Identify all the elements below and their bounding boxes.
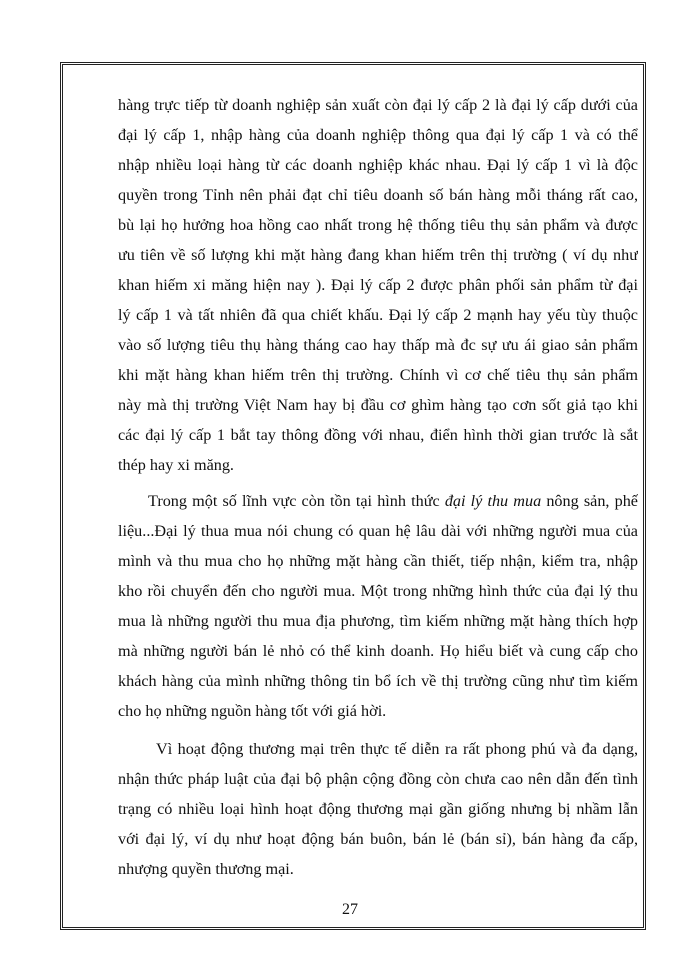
text-line: mình và thu mua cho họ những mặt hàng cần thiết, tiếp nhận, kiểm tra, nhập bbox=[118, 552, 638, 570]
text-line: nhập nhiều loại hàng từ các doanh nghiệp khác nhau. Đại lý cấp 1 vì là độc bbox=[118, 156, 638, 174]
text-line: khách hàng của mình những thông tin bổ ích về thị trường cũng như tìm kiếm bbox=[118, 672, 638, 690]
text-line: mà những người bán lẻ nhỏ có thể kinh doanh. Họ hiểu biết và cung cấp cho bbox=[118, 642, 638, 660]
text-line: khi mặt hàng khan hiếm trên thị trường. Chính vì cơ chế tiêu thụ sản phẩm bbox=[118, 366, 638, 384]
paragraph-first-line bbox=[118, 486, 638, 516]
text-line: bù lại họ hưởng hoa hồng cao nhất trong hệ thống tiêu thụ sản phẩm và được bbox=[118, 216, 638, 234]
text-line: hàng trực tiếp từ doanh nghiệp sản xuất còn đại lý cấp 2 là đại lý cấp dưới của bbox=[118, 96, 638, 114]
text-line: mua là những người thu mua địa phương, tìm kiếm những mặt hàng thích hợp bbox=[118, 612, 638, 630]
italic-term: đại lý thu mua bbox=[444, 492, 542, 510]
text-line: quyền trong Tỉnh nên phải đạt chỉ tiêu doanh số bán hàng mỗi tháng rất cao, bbox=[118, 186, 638, 204]
text-line: này mà thị trường Việt Nam hay bị đầu cơ ghìm hàng tạo cơn sốt giả tạo khi bbox=[118, 396, 638, 414]
paragraph-3 bbox=[118, 734, 638, 884]
text-line: cho họ những nguồn hàng tốt với giá hời. bbox=[118, 702, 387, 720]
text-line: thép hay xi măng. bbox=[118, 456, 234, 474]
text-line: vào số lượng tiêu thụ hàng tháng cao hay thấp mà đc sự ưu ái giao sản phẩm bbox=[118, 336, 638, 354]
page-number: 27 bbox=[342, 901, 358, 918]
text-line: nhận thức pháp luật của đại bộ phận cộng đồng còn chưa cao nên dẫn đến tình bbox=[118, 770, 638, 788]
text-line: kho rồi chuyển đến cho người mua. Một trong những hình thức của đại lý thu bbox=[118, 582, 638, 600]
text-line: liệu...Đại lý thua mua nói chung có quan hệ lâu dài với những người mua của bbox=[118, 522, 638, 540]
text-run: nông sản, phế bbox=[541, 492, 638, 510]
document-body bbox=[118, 90, 638, 884]
text-line: đại lý cấp 1, nhập hàng của doanh nghiệp thông qua đại lý cấp 1 và có thể bbox=[118, 126, 638, 144]
text-line: với đại lý, ví dụ như hoạt động bán buôn, bán lẻ (bán sỉ), bán hàng đa cấp, bbox=[118, 830, 638, 848]
text-line: ưu tiên về số lượng khi mặt hàng đang khan hiếm trên thị trường ( ví dụ như bbox=[118, 246, 638, 264]
text-line: các đại lý cấp 1 bắt tay thông đồng với nhau, điển hình thời gian trước là sắt bbox=[118, 426, 638, 444]
paragraph-1 bbox=[118, 90, 638, 480]
text-line: khan hiếm xi măng hiện nay ). Đại lý cấp 2 được phân phối sản phẩm từ đại bbox=[118, 276, 638, 294]
paragraph-2 bbox=[118, 486, 638, 726]
paragraph-first-line: Vì hoạt động thương mại trên thực tế diễn ra rất phong phú và đa dạng, bbox=[156, 740, 638, 758]
text-line: nhượng quyền thương mại. bbox=[118, 860, 294, 878]
text-line: trạng có nhiều loại hình hoạt động thương mại gần giống nhưng bị nhầm lẫn bbox=[118, 800, 638, 818]
text-run: Trong một số lĩnh vực còn tồn tại hình thức bbox=[148, 492, 445, 510]
text-line: lý cấp 1 và tất nhiên đã qua chiết khấu. Đại lý cấp 2 mạnh hay yếu tùy thuộc bbox=[118, 306, 638, 324]
